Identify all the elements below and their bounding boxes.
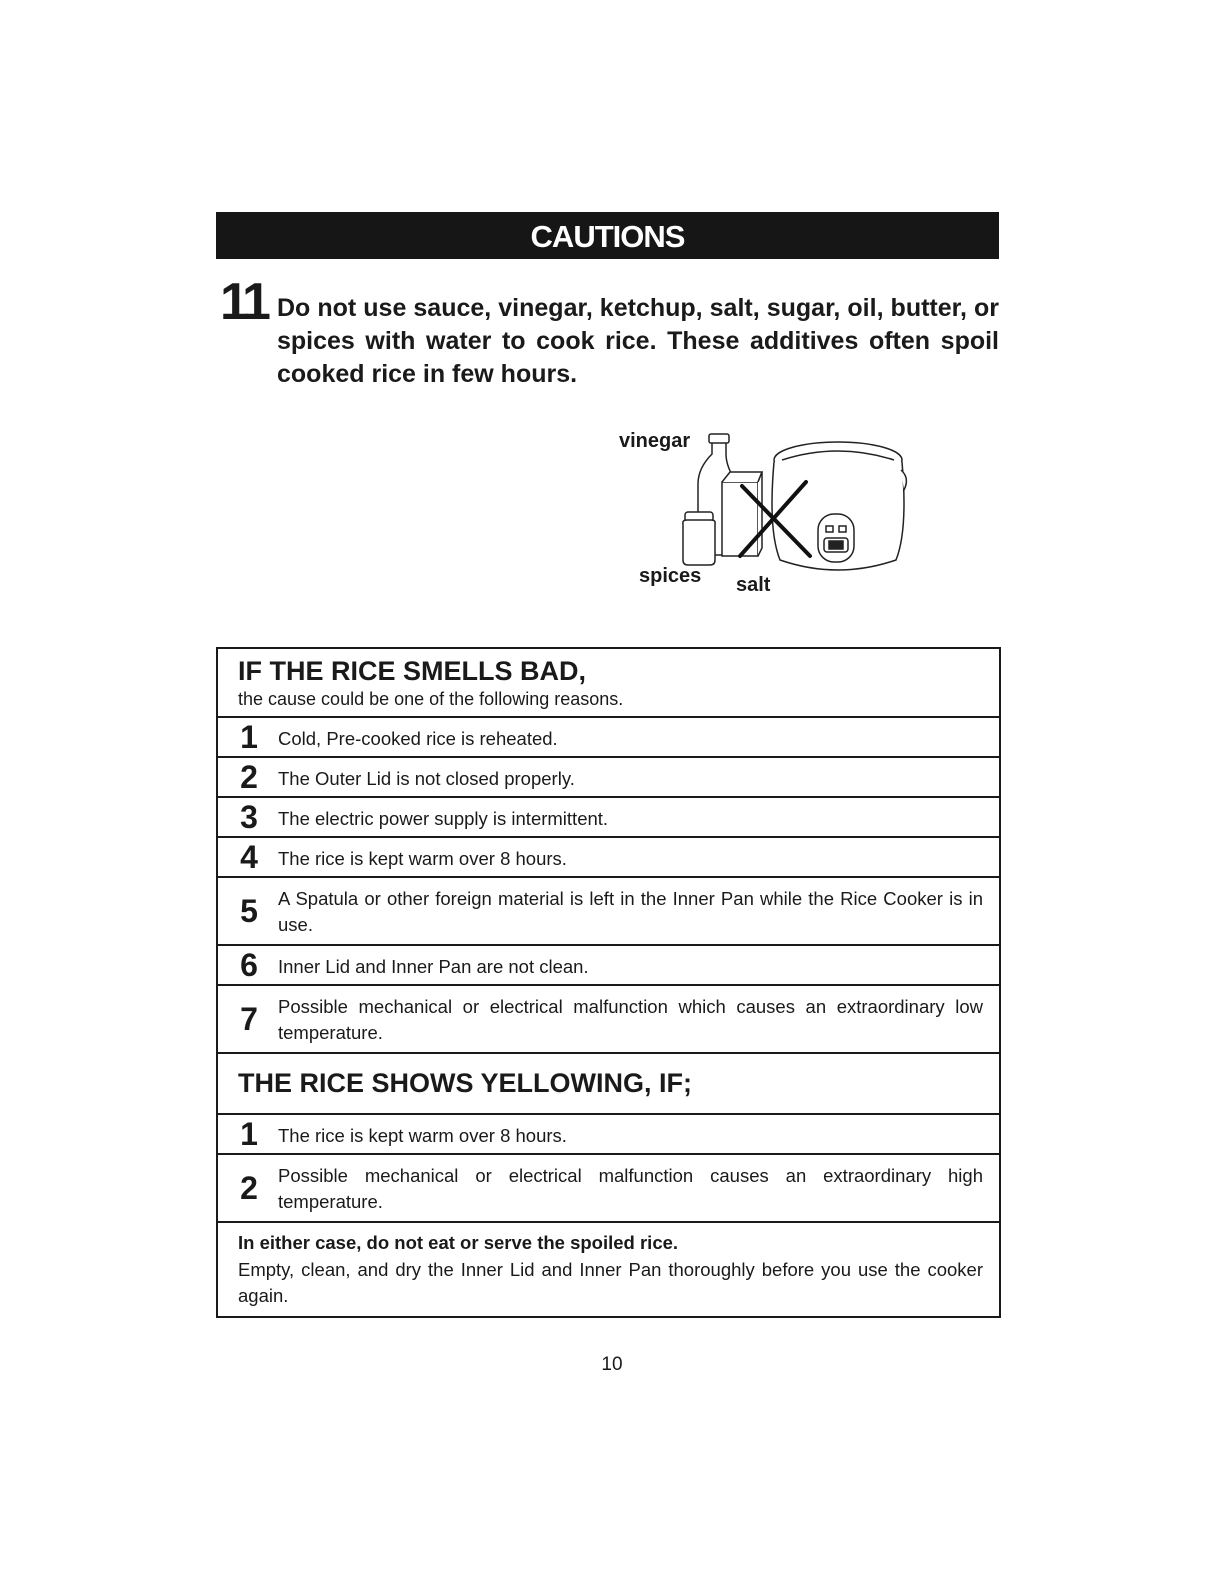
item-number: 5 (240, 893, 258, 929)
item-text: Inner Lid and Inner Pan are not clean. (278, 956, 589, 977)
smells-bad-heading: IF THE RICE SMELLS BAD, (238, 656, 587, 686)
table-row (218, 878, 999, 946)
table-row (218, 798, 999, 838)
item-number: 7 (240, 1001, 258, 1037)
troubleshooting-table (216, 647, 1001, 1318)
salt-label: salt (736, 574, 771, 596)
table-row (218, 1115, 999, 1155)
cautions-banner: CAUTIONS (216, 212, 999, 259)
item-text: Cold, Pre-cooked rice is reheated. (278, 728, 558, 749)
item-number: 6 (240, 947, 258, 983)
item-number: 3 (240, 799, 258, 835)
item-text: A Spatula or other foreign material is left in the Inner Pan while the Rice Cooker is in use. (278, 888, 983, 935)
item-number: 4 (240, 839, 258, 875)
page-number: 10 (601, 1354, 623, 1375)
table-row (218, 1155, 999, 1223)
rice-cooker-icon (772, 442, 906, 570)
table-row (218, 718, 999, 758)
item-text: Possible mechanical or electrical malfunction which causes an extraordinary low temperature. (278, 996, 983, 1043)
item-number: 2 (240, 759, 258, 795)
yellowing-heading: THE RICE SHOWS YELLOWING, IF; (238, 1068, 693, 1098)
smells-bad-header (218, 649, 999, 718)
caution-text: Do not use sauce, vinegar, ketchup, salt, sugar, oil, butter, or spices with water to cook rice. These additives often spoil cooked rice in few hours. (277, 294, 999, 388)
table-row (218, 838, 999, 878)
table-row (218, 986, 999, 1054)
item-text: The rice is kept warm over 8 hours. (278, 1125, 567, 1146)
spices-label: spices (639, 565, 702, 587)
table-row (218, 758, 999, 798)
item-text: Possible mechanical or electrical malfunction causes an extraordinary high temperature. (278, 1165, 983, 1212)
final-warning: In either case, do not eat or serve the spoiled rice. (238, 1232, 679, 1253)
item-text: The Outer Lid is not closed properly. (278, 768, 575, 789)
item-text: The electric power supply is intermittent. (278, 808, 609, 829)
spice-jar-icon (683, 512, 715, 565)
vinegar-label: vinegar (619, 430, 691, 452)
item-number: 1 (240, 719, 258, 755)
caution-number: 11 (220, 273, 267, 331)
additives-illustration (610, 420, 920, 605)
item-number: 2 (240, 1170, 258, 1206)
item-number: 1 (240, 1116, 258, 1152)
final-instruction: Empty, clean, and dry the Inner Lid and Inner Pan thoroughly before you use the cooker again. (238, 1259, 983, 1306)
smells-bad-subheading: the cause could be one of the following reasons. (238, 689, 624, 709)
table-row (218, 946, 999, 986)
yellowing-header (218, 1054, 999, 1115)
item-text: The rice is kept warm over 8 hours. (278, 848, 567, 869)
